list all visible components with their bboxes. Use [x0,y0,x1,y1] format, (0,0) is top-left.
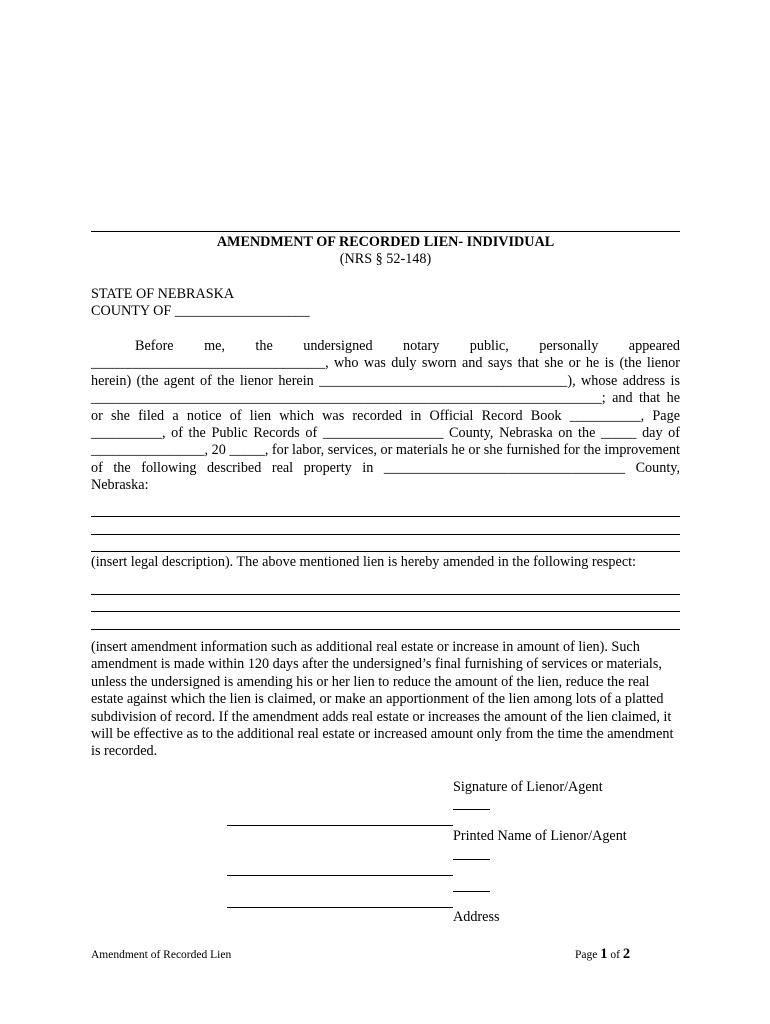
legal-blank-line [91,516,680,517]
signature-line [227,825,453,826]
page-number [575,946,630,963]
amendment-blank-line [91,594,680,595]
amendment-blank-line [91,629,680,630]
body-text: Before me, the undersigned notary public, personally appeared _________________________________, who was duly sworn and says that she or he is (the lienor herein) (the agent of the lienor herein ___________________________________), whose address is ________________________________________________________________________; and that he or she filed a notice of lien which was recorded in Official Record Book __________, Page __________, of the Public Records of _________________ County, Nebraska on the _____ day of ________________, 20 _____, for labor, services, or materials he or she furnished for the improvement of the following described real property in __________________________________ County, Nebraska: [91,338,680,494]
body-paragraph [91,338,680,495]
signature-short-line [453,809,490,810]
footer-document-name: Amendment of Recorded Lien [91,949,232,961]
printed-name-line [227,875,453,876]
document-title: AMENDMENT OF RECORDED LIEN- INDIVIDUAL [216,234,555,250]
address-label: Address [453,909,500,925]
of-word: of [610,949,620,961]
legal-blank-line [91,534,680,535]
top-rule [91,231,680,232]
legal-description-text: (insert legal description). The above mentioned lien is hereby amended in the following respect: [91,554,636,570]
address-line [227,907,453,908]
amendment-paragraph: (insert amendment information such as additional real estate or increase in amount of lien). Such amendment is made within 120 days after the undersigned’s final furnishing of services or materials, unless the undersigned is amending his or her lien to reduce the amount of the lien, reduce the real estate against which the lien is claimed, or make an apportionment of the lien among lots of a platted subdivision of record. If the amendment adds real estate or increases the amount of the lien claimed, it will be effective as to the additional real estate or increased amount only from the time the amendment is recorded. [91,639,674,760]
signature-label: Signature of Lienor/Agent [453,779,603,795]
state-line: STATE OF NEBRASKA [91,286,235,302]
legal-blank-line [91,551,680,552]
page-total: 2 [622,946,631,962]
document-subtitle: (NRS § 52-148) [339,251,432,267]
page-word: Page [575,949,598,961]
address-short-line [453,891,490,892]
amendment-blank-line [91,611,680,612]
printed-name-label: Printed Name of Lienor/Agent [453,828,627,844]
page-current: 1 [600,946,608,962]
printed-name-short-line [453,859,490,860]
county-line: COUNTY OF ___________________ [91,303,310,319]
